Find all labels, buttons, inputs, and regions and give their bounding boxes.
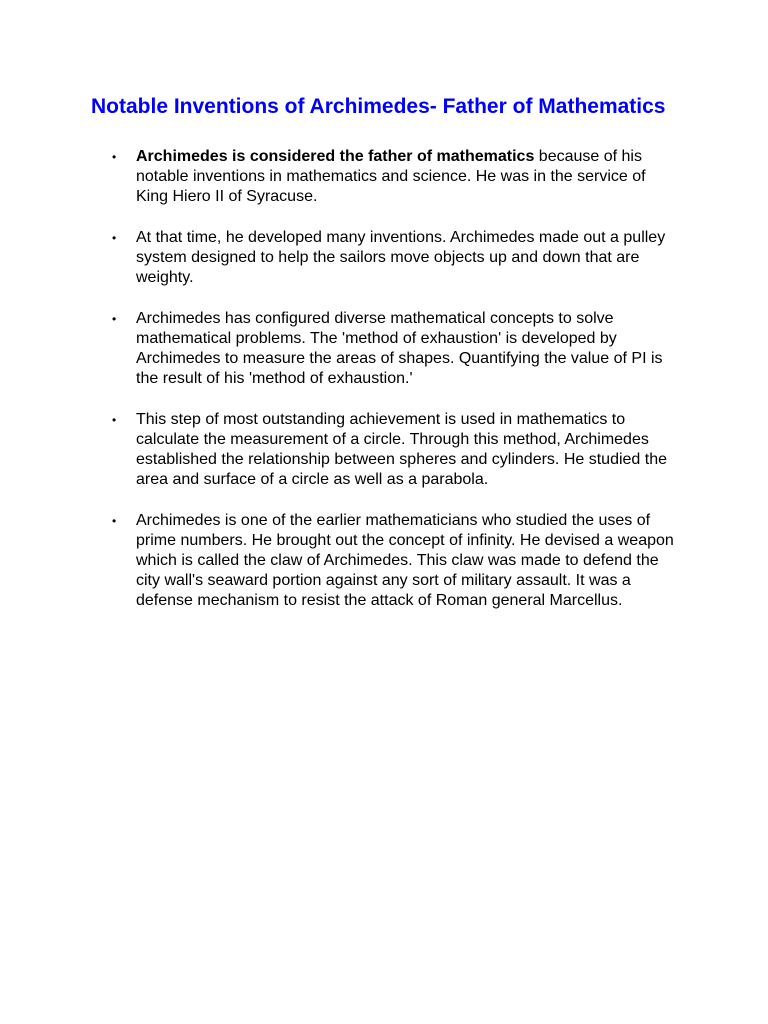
bullet-icon: •	[112, 230, 117, 245]
bullet-icon: •	[112, 150, 117, 164]
bullet-icon: •	[112, 412, 117, 427]
bold-lead-text: Archimedes is considered the father of mathematics	[136, 148, 535, 165]
list-item	[112, 511, 681, 612]
list-item-text: Archimedes has configured diverse mathematical concepts to solve mathematical problems. The 'method of exhaustion' is developed by Archimedes to measure the areas of shapes. Quantifying the value of PI is the result of his 'method of exhaustion.'	[136, 309, 663, 388]
bullet-icon: •	[112, 513, 117, 528]
bullet-icon: •	[112, 311, 117, 326]
list-item	[112, 228, 681, 289]
list-item-text: Archimedes is one of the earlier mathematicians who studied the uses of prime numbers. He brought out the concept of infinity. He devised a weapon which is called the claw of Archimedes. This claw was made to defend the city wall's seaward portion against any sort of military assault. It was a defense mechanism to resist the attack of Roman general Marcellus.	[136, 511, 674, 610]
list-item-text: This step of most outstanding achievement is used in mathematics to calculate the measurement of a circle. Through this method, Archimedes established the relationship between spheres and cylinders. He studied the area and surface of a circle as well as a parabola.	[136, 410, 667, 489]
list-item	[112, 309, 681, 390]
list-item	[112, 410, 681, 491]
bullet-list	[112, 147, 681, 632]
list-item-text: because of his notable inventions in mathematics and science. He was in the service of King Hiero II of Syracuse.	[136, 148, 646, 206]
list-item	[112, 147, 681, 208]
page-title: Notable Inventions of Archimedes- Father of Mathematics	[91, 95, 666, 118]
list-item-text: At that time, he developed many inventions. Archimedes made out a pulley system designed to help the sailors move objects up and down that are weighty.	[136, 228, 666, 287]
